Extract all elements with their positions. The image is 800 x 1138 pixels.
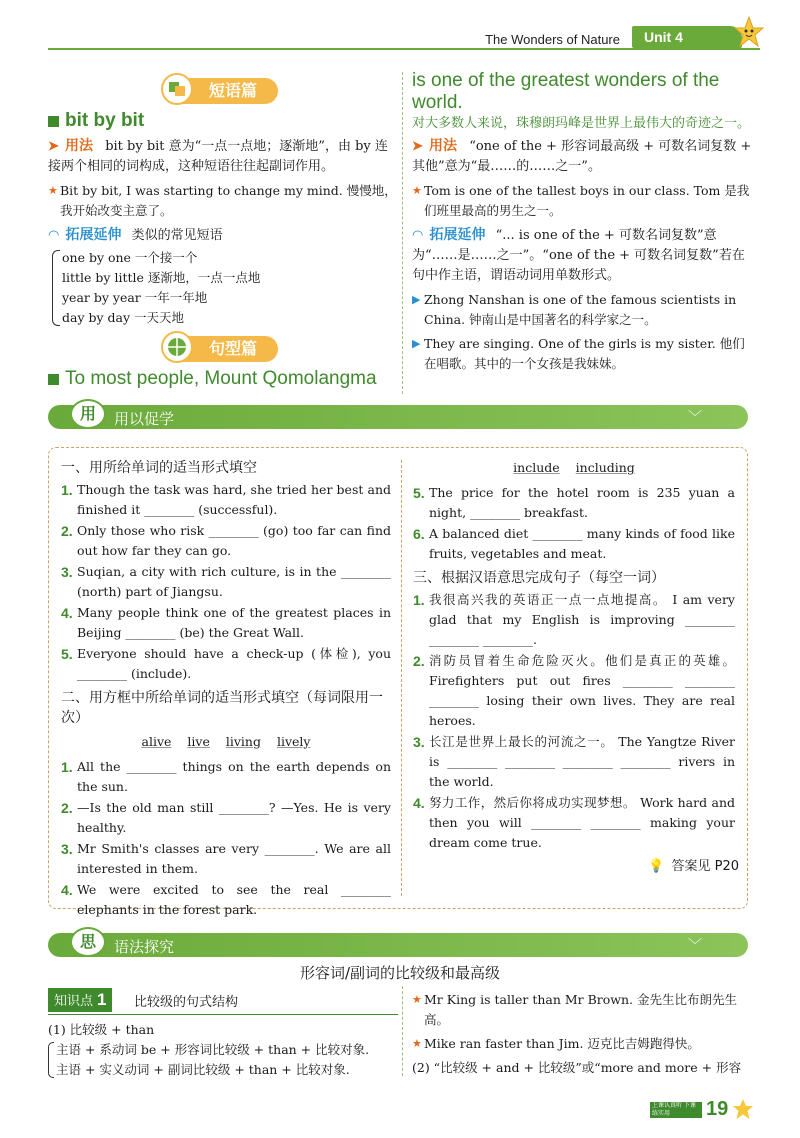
extension-line: ◠ 拓展延伸 类似的常见短语 [48, 227, 223, 243]
column-divider [402, 72, 403, 394]
knowledge-point-label: 知识点 1 [48, 988, 112, 1012]
triangle-bullet-icon: ▶ [412, 337, 421, 350]
grammar-bar-title: 语法探究 [114, 938, 175, 956]
example-sentence: ▶ They are singing. One of the girls is my sister. 他们在唱歌。其中的一个女孩是我妹妹。 [412, 336, 745, 371]
word-option: lively [276, 734, 311, 749]
exercise-item: 3. Suqian, a city with rich culture, is in the ________ (north) part of Jiangsu. [61, 564, 391, 599]
kp-divider [48, 1014, 398, 1015]
practice-bar[interactable] [48, 405, 748, 429]
example-sentence: ★ Mr King is taller than Mr Brown. 金先生比布朗先生高。 [412, 992, 737, 1027]
exercise-item: 4. We were excited to see the real ________ elephants in the forest park. [61, 882, 391, 917]
exercise-item: 3. 长江是世界上最长的河流之一。 The Yangtze River is ________ ________ ________ ________ rivers in the world. [413, 734, 735, 789]
globe-icon [160, 330, 194, 364]
bottom-divider [402, 986, 403, 1076]
practice-badge: 用 [70, 399, 106, 429]
phrase-heading: bit by bit [48, 110, 398, 132]
exercise-item: 2. 消防员冒着生命危险灭火。他们是真正的英雄。 Firefighters put out fires ________ ________ ________ losing their own lives. They are real heroes. [413, 653, 735, 728]
phrases-banner: 短语篇 [168, 78, 278, 104]
knowledge-point-text: 比较级的句式结构 [134, 995, 239, 1010]
sentence-translation: 对大多数人来说，珠穆朗玛峰是世界上最伟大的奇迹之一。 [412, 116, 751, 131]
sentence-heading: To most people, Mount Qomolangma [48, 368, 398, 390]
exercise-item: 1. Though the task was hard, she tried her best and finished it ________ (successful). [61, 482, 391, 517]
exercise-divider [401, 460, 402, 896]
word-box [413, 460, 735, 475]
exercise-item: 2. Only those who risk ________ (go) too far can find out how far they can go. [61, 523, 391, 558]
star-bullet-icon: ★ [412, 993, 422, 1006]
list-item: little by little 逐渐地，一点一点地 [62, 270, 261, 285]
wifi-icon: ◠ [48, 228, 60, 243]
wifi-icon: ◠ [412, 228, 424, 243]
list-item: one by one 一个接一个 [62, 250, 198, 265]
formula-line: 主语 + 实义动词 + 副词比较级 + than + 比较对象. [56, 1062, 350, 1077]
footer-tag: 上课认真听 下课练实用 [650, 1102, 702, 1118]
example-sentence: ★ Mike ran faster than Jim. 迈克比吉姆跑得快。 [412, 1034, 752, 1054]
usage-paragraph: ➤ 用法 bit by bit 意为“一点一点地；逐渐地”，由 by 连接两个相同的词构成，这种短语往往起副词作用。 [48, 138, 388, 174]
star-bullet-icon: ★ [48, 184, 58, 197]
exercise-box [48, 447, 748, 917]
page-number: 19 [706, 1098, 729, 1120]
word-option: including [575, 460, 635, 475]
right-column [412, 70, 752, 378]
exercise-item: 5. Everyone should have a check-up (体检), you ________ (include). [61, 646, 391, 681]
grammar-left [48, 1020, 398, 1080]
word-option: alive [141, 734, 172, 749]
word-option: live [187, 734, 210, 749]
word-option: include [513, 460, 560, 475]
exercise-item: 4. Many people think one of the greatest places in Beijing ________ (be) the Great Wall. [61, 605, 391, 640]
exercise-left [61, 458, 391, 921]
bullet-square-icon [48, 116, 59, 127]
triangle-bullet-icon: ▶ [412, 293, 421, 306]
list-item: day by day 一天天地 [62, 310, 185, 325]
similar-phrases-list [54, 248, 398, 328]
chevron-down-icon[interactable]: ﹀ [688, 938, 702, 954]
example-sentence: ★ Bit by bit, I was starting to change my mind. 慢慢地，我开始改变主意了。 [48, 183, 397, 218]
lightbulb-icon: 💡 [648, 859, 665, 874]
sentence-banner: 句型篇 [168, 336, 278, 362]
puzzle-icon [160, 72, 194, 106]
exercise-item: 5. The price for the hotel room is 235 yuan a night, ________ breakfast. [413, 485, 735, 520]
example-sentence: ▶ Zhong Nanshan is one of the famous scientists in China. 钟南山是中国著名的科学家之一。 [412, 292, 737, 327]
list-item: year by year 一年一年地 [62, 290, 208, 305]
exercise-item: 3. Mr Smith's classes are very ________. We are all interested in them. [61, 841, 391, 876]
exercise-item: 1. 我很高兴我的英语正一点一点地提高。 I am very glad that my English is improving ________ ________ ________. [413, 592, 735, 647]
word-option: living [225, 734, 261, 749]
paper-plane-icon: ➤ [48, 139, 59, 154]
answer-reference[interactable]: 💡 答案见 P20 [648, 859, 739, 874]
star-icon [732, 1098, 754, 1120]
page-header [48, 30, 760, 50]
word-box [61, 734, 391, 749]
page-footer [650, 1098, 760, 1120]
formula-line: 主语 + 系动词 be + 形容词比较级 + than + 比较对象. [56, 1042, 370, 1057]
usage-paragraph: ➤ 用法 “one of the + 形容词最高级 + 可数名词复数 + 其他”意为“最……的……之一”。 [412, 138, 752, 174]
grammar-sub2: (2) “比较级 + and + 比较级”或“more and more + 形容 [412, 1060, 742, 1075]
bullet-square-icon [48, 374, 59, 385]
grammar-badge: 思 [70, 927, 106, 957]
example-sentence: ★ Tom is one of the tallest boys in our class. Tom 是我们班里最高的男生之一。 [412, 183, 750, 218]
star-mascot-icon [734, 16, 764, 50]
chevron-down-icon[interactable]: ﹀ [688, 410, 702, 426]
sentence-heading-continued: is one of the greatest wonders of the world. [412, 70, 720, 113]
exercise-item: 4. 努力工作，然后你将成功实现梦想。 Work hard and then you will ________ ________ making your dream come true. [413, 795, 735, 850]
star-bullet-icon: ★ [412, 1037, 422, 1050]
paper-plane-icon: ➤ [412, 139, 423, 154]
exercise-item: 2. —Is the old man still ________? —Yes. He is very healthy. [61, 800, 391, 835]
grammar-bar[interactable] [48, 933, 748, 957]
grammar-right [412, 986, 752, 1078]
exercise-right [413, 460, 735, 854]
practice-title: 用以促学 [114, 410, 175, 428]
grammar-title: 形容词/副词的比较级和最高级 [299, 964, 501, 982]
part1-title: 一、用所给单词的适当形式填空 [61, 460, 257, 476]
left-column [48, 70, 398, 394]
part2-title: 二、用方框中所给单词的适当形式填空（每词限用一次） [61, 690, 383, 726]
grammar-sub1: (1) 比较级 + than [48, 1022, 155, 1037]
exercise-item: 1. All the ________ things on the earth depends on the sun. [61, 759, 391, 794]
star-bullet-icon: ★ [412, 184, 422, 197]
exercise-item: 6. A balanced diet ________ many kinds of food like fruits, vegetables and meat. [413, 526, 735, 561]
part3-title: 三、根据汉语意思完成句子（每空一词） [413, 570, 665, 586]
extension-paragraph: ◠ 拓展延伸 “... is one of the + 可数名词复数”意为“……是……之一”。“one of the + 可数名词复数”若在句中作主语，谓语动词用单数形式。 [412, 227, 745, 283]
unit-title: The Wonders of Nature [485, 32, 620, 47]
unit-badge: Unit 4 [632, 26, 742, 48]
